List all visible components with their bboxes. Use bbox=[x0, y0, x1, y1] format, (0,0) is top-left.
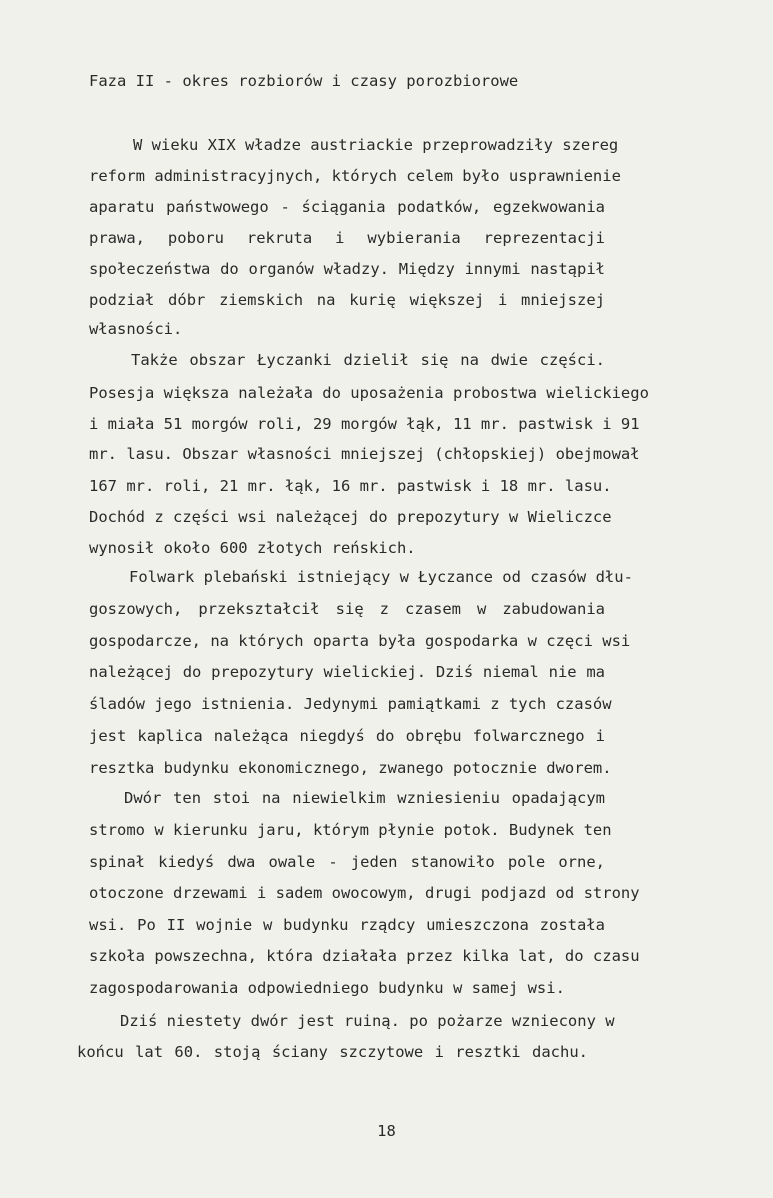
paragraph-2-line-5: 167 mr. roli, 21 mr. łąk, 16 mr. pastwisk i 18 mr. lasu. bbox=[89, 477, 612, 495]
paragraph-4-line-7: zagospodarowania odpowiedniego budynku w samej wsi. bbox=[89, 979, 565, 997]
paragraph-4-line-5: wsi. Po II wojnie w budynku rządcy umieszczona została bbox=[89, 916, 605, 934]
paragraph-2-line-6: Dochód z części wsi należącej do prepozytury w Wieliczce bbox=[89, 508, 612, 526]
paragraph-4-line-3: spinał kiedyś dwa owale - jeden stanowiło pole orne, bbox=[89, 853, 605, 871]
paragraph-2-line-7: wynosił około 600 złotych reńskich. bbox=[89, 539, 416, 557]
paragraph-3-line-3: gospodarcze, na których oparta była gospodarka w częci wsi bbox=[89, 632, 631, 650]
paragraph-1-line-5: społeczeństwa do organów władzy. Między innymi nastąpił bbox=[89, 260, 605, 278]
paragraph-5-line-1: Dziś niestety dwór jest ruiną. po pożarze wzniecony w bbox=[120, 1012, 615, 1030]
paragraph-3-line-1: Folwark plebański istniejący w Łyczance od czasów dłu- bbox=[129, 568, 633, 586]
paragraph-1-line-4: prawa, poboru rekruta i wybierania reprezentacji bbox=[89, 229, 605, 247]
paragraph-1-line-2: reform administracyjnych, których celem było usprawnienie bbox=[89, 167, 621, 185]
paragraph-3-line-4: należącej do prepozytury wielickiej. Dziś niemal nie ma bbox=[89, 663, 605, 681]
paragraph-3-line-6: jest kaplica należąca niegdyś do obrębu folwarcznego i bbox=[89, 727, 605, 745]
page-number: 18 bbox=[377, 1122, 396, 1140]
paragraph-1-line-1: W wieku XIX władze austriackie przeprowadziły szereg bbox=[133, 136, 619, 154]
paragraph-4-line-1: Dwór ten stoi na niewielkim wzniesieniu opadającym bbox=[124, 789, 605, 807]
paragraph-3-line-2: goszowych, przekształcił się z czasem w zabudowania bbox=[89, 600, 605, 618]
paragraph-5-line-2: końcu lat 60. stoją ściany szczytowe i resztki dachu. bbox=[77, 1043, 588, 1061]
paragraph-2-line-3: i miała 51 morgów roli, 29 morgów łąk, 11 mr. pastwisk i 91 bbox=[89, 415, 640, 433]
paragraph-3-line-5: śladów jego istnienia. Jedynymi pamiątkami z tych czasów bbox=[89, 695, 612, 713]
paragraph-4-line-4: otoczone drzewami i sadem owocowym, drugi podjazd od strony bbox=[89, 884, 640, 902]
paragraph-2-line-2: Posesja większa należała do uposażenia probostwa wielickiego bbox=[89, 384, 649, 402]
section-heading: Faza II - okres rozbiorów i czasy porozbiorowe bbox=[89, 72, 519, 90]
paragraph-2-line-4: mr. lasu. Obszar własności mniejszej (chłopskiej) obejmował bbox=[89, 445, 640, 463]
paragraph-1-line-6: podział dóbr ziemskich na kurię większej i mniejszej bbox=[89, 291, 605, 309]
paragraph-3-line-7: resztka budynku ekonomicznego, zwanego potocznie dworem. bbox=[89, 759, 612, 777]
paragraph-4-line-6: szkoła powszechna, która działała przez kilka lat, do czasu bbox=[89, 947, 640, 965]
paragraph-2-line-1: Także obszar Łyczanki dzielił się na dwie części. bbox=[131, 351, 605, 369]
paragraph-4-line-2: stromo w kierunku jaru, którym płynie potok. Budynek ten bbox=[89, 821, 612, 839]
paragraph-1-line-3: aparatu państwowego - ściągania podatków, egzekwowania bbox=[89, 198, 605, 216]
paragraph-1-line-7: własności. bbox=[89, 320, 183, 338]
